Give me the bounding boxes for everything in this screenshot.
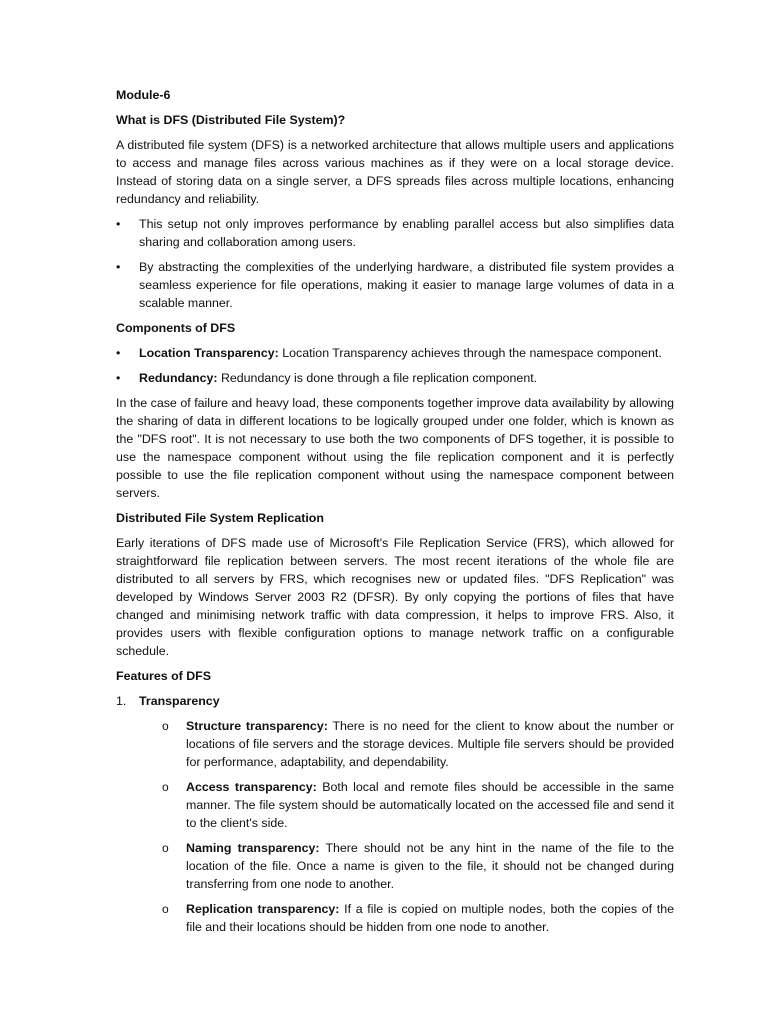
sub-item-text: If a file is copied on multiple nodes, both the copies of the file and their locations should be hidden from one node to another. <box>186 902 674 934</box>
paragraph-replication: Early iterations of DFS made use of Microsoft's File Replication Service (FRS), which allowed for straightforward file replication between servers. The most recent iterations of the whole file are distributed to all servers by FRS, which recognises new or updated files. "DFS Replication" was developed by Windows Server 2003 R2 (DFSR). By only copying the portions of files that have changed and minimising network traffic with data compression, it helps to improve FRS. Also, it provides users with flexible configuration options to manage network traffic on a configurable schedule. <box>116 536 674 658</box>
sub-list-item <box>116 717 674 771</box>
sub-item-label: Access transparency: <box>186 780 317 794</box>
circle-bullet-glyph: o <box>162 719 169 733</box>
sub-item-text: There is no need for the client to know about the number or locations of file servers and the storage devices. Multiple file servers should be provided for performance, adaptability, and dependability. <box>186 719 674 769</box>
sub-list-item <box>116 900 674 936</box>
paragraph-dfs-definition: A distributed file system (DFS) is a networked architecture that allows multiple users and applications to access and manage files across various machines as if they were on a local storage device. Instead of storing data on a single server, a DFS spreads files across multiple locations, enhancing redundancy and reliability. <box>116 138 674 206</box>
list-item-label: Location Transparency: <box>139 346 279 360</box>
section-heading-features: Features of DFS <box>116 669 212 683</box>
module-title: Module-6 <box>116 88 171 102</box>
numbered-item <box>116 692 674 710</box>
list-item-label: Redundancy: <box>139 371 218 385</box>
list-item <box>116 215 674 251</box>
list-item-text: Redundancy is done through a file replication component. <box>220 371 538 385</box>
document-content <box>116 86 674 943</box>
sub-item-label: Structure transparency: <box>186 719 328 733</box>
list-item <box>116 258 674 312</box>
bullet-glyph: • <box>116 217 121 231</box>
item-number: 1. <box>116 694 127 708</box>
sub-list-item <box>116 839 674 893</box>
bullet-glyph: • <box>116 371 121 385</box>
sub-item-text: Both local and remote files should be accessible in the same manner. The file system should be automatically located on the accessed file and send it to the client's side. <box>186 780 675 830</box>
sub-item-label: Replication transparency: <box>186 902 340 916</box>
circle-bullet-glyph: o <box>162 841 169 855</box>
sub-item-label: Naming transparency: <box>186 841 320 855</box>
list-item <box>116 344 674 362</box>
section-heading-components: Components of DFS <box>116 321 236 335</box>
section-heading-replication: Distributed File System Replication <box>116 511 324 525</box>
circle-bullet-glyph: o <box>162 780 169 794</box>
paragraph-components: In the case of failure and heavy load, these components together improve data availability by allowing the sharing of data in different locations to be logically grouped under one folder, which is known as the "DFS root". It is not necessary to use both the two components of DFS together, it is possible to use the namespace component without using the file replication component and it is perfectly possible to use the file replication component without using the namespace component between servers. <box>116 396 674 500</box>
sub-item-text: There should not be any hint in the name of the file to the location of the file. Once a name is given to the file, it should not be changed during transferring from one node to another. <box>186 841 674 891</box>
list-item-text: Location Transparency achieves through the namespace component. <box>282 346 662 360</box>
sub-list-item <box>116 778 674 832</box>
list-item <box>116 369 674 387</box>
numbered-item-label: Transparency <box>139 694 220 708</box>
section-heading-what-is-dfs: What is DFS (Distributed File System)? <box>116 113 346 127</box>
circle-bullet-glyph: o <box>162 902 169 916</box>
list-item-text: By abstracting the complexities of the underlying hardware, a distributed file system provides a seamless experience for file operations, making it easier to manage large volumes of data in a scalable manner. <box>139 260 674 310</box>
list-item-text: This setup not only improves performance by enabling parallel access but also simplifies data sharing and collaboration among users. <box>139 217 674 249</box>
bullet-glyph: • <box>116 346 121 360</box>
bullet-glyph: • <box>116 260 121 274</box>
